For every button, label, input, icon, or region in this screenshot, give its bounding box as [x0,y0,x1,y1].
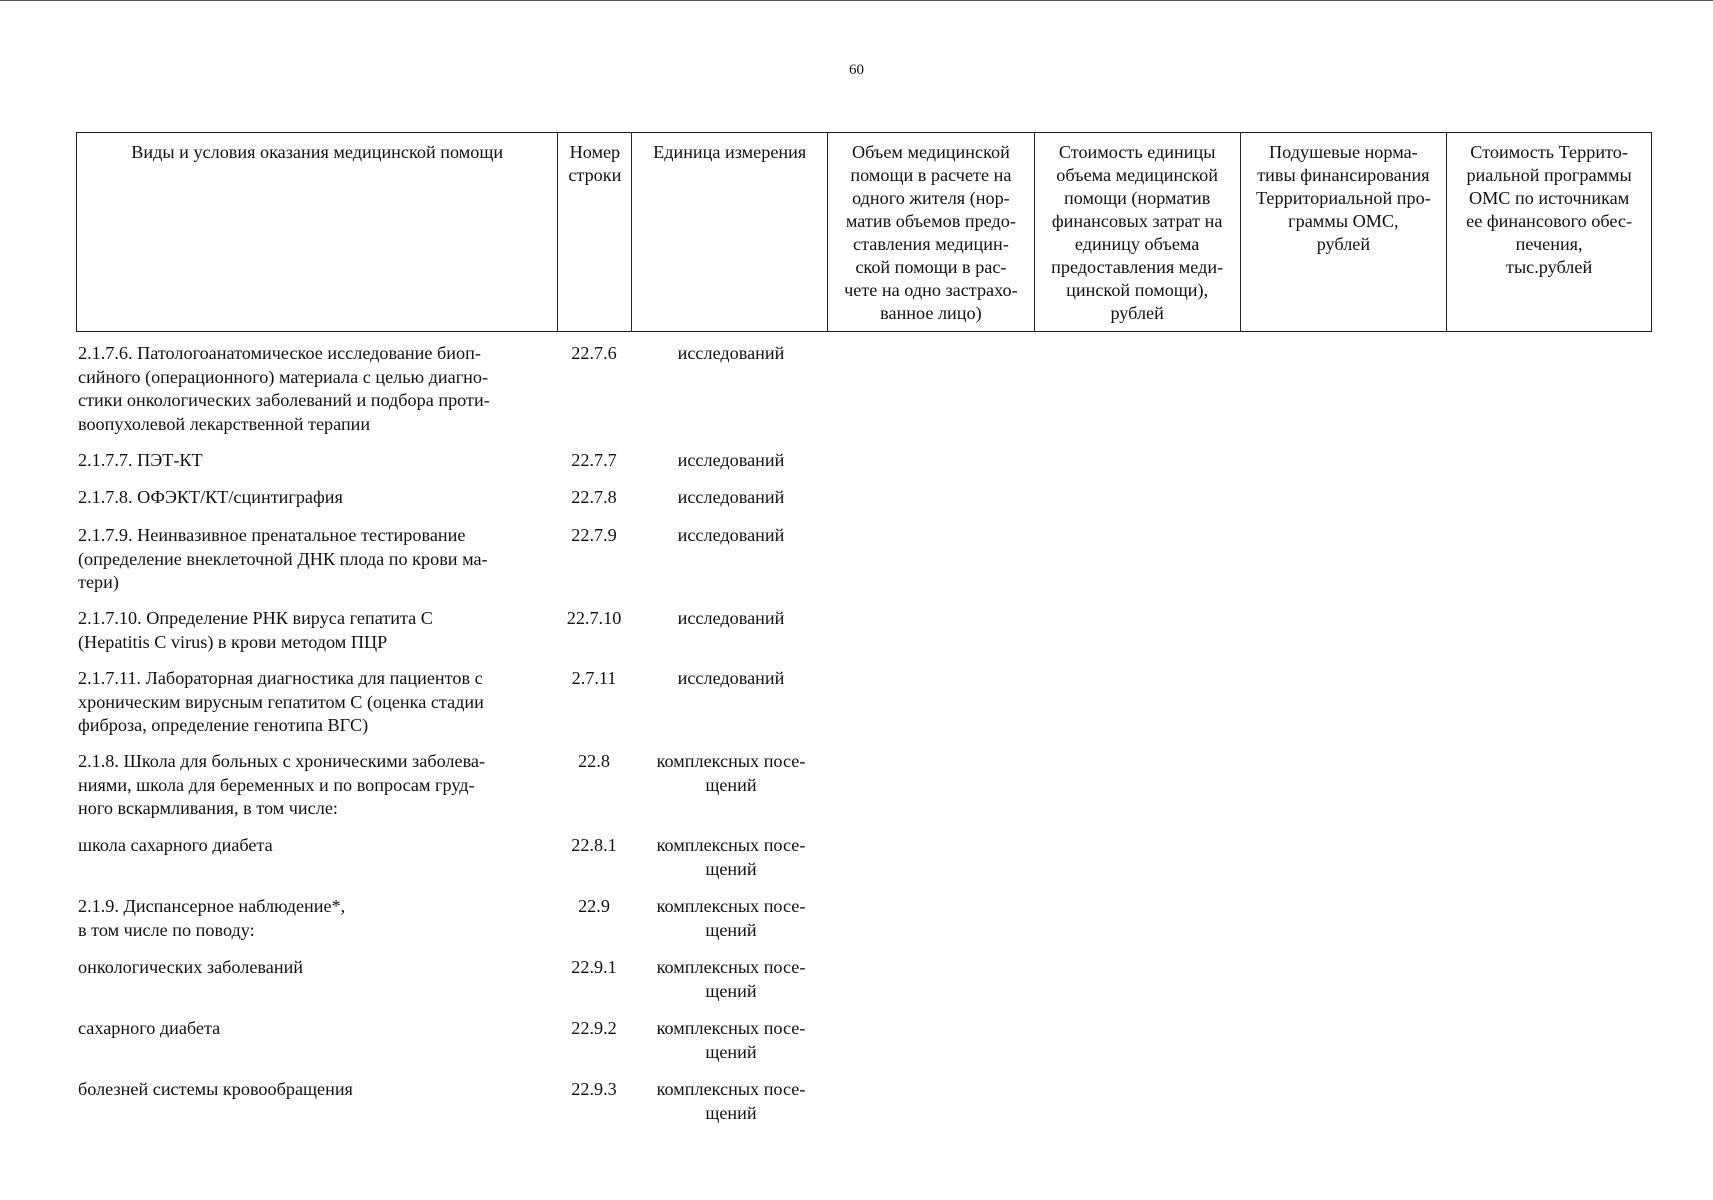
row-number: 22.7.8 [571,487,617,507]
page-number: 60 [849,62,864,78]
header-unit: Единица измерения [632,133,828,331]
row-number: 22.7.9 [571,525,617,545]
row-label: 2.1.7.6. Патологоанатомическое исследование биоп- сийного (операционного) материала с целью диагно- стики онкологических заболеваний и подбора проти- воопухолевой лекарственной терапии [78,343,490,434]
row-unit: исследований [677,450,785,470]
row-number: 22.9.1 [571,957,617,977]
row-unit: исследований [677,343,785,363]
row-label: 2.1.7.7. ПЭТ-КТ [78,450,203,470]
row-number: 22.7.7 [571,450,617,470]
row-number: 22.8 [578,751,610,771]
row-label: сахарного диабета [78,1018,221,1038]
header-line-number: Номер строки [558,133,632,331]
top-border-line [0,0,1713,1]
row-unit: комплексных посе- щений [656,896,806,940]
row-label: 2.1.7.11. Лабораторная диагностика для пациентов с хроническим вирусным гепатитом С (оценка стадии фиброза, определение генотипа ВГС) [78,668,484,735]
row-unit: комплексных посе- щений [656,835,806,879]
row-number: 22.9.2 [571,1018,617,1038]
header-unit-cost: Стоимость единицы объема медицинской помощи (норматив финансовых затрат на единицу объема предоставления меди- цинской помощи), рублей [1035,133,1241,331]
row-number: 22.8.1 [571,835,617,855]
row-label: 2.1.7.9. Неинвазивное пренатальное тестирование (определение внеклеточной ДНК плода по крови ма- тери) [78,525,488,592]
row-label: 2.1.7.8. ОФЭКТ/КТ/сцинтиграфия [78,487,343,507]
row-unit: исследований [677,525,785,545]
row-unit: исследований [677,608,785,628]
row-number: 22.7.10 [566,608,622,628]
row-label: 2.1.8. Школа для больных с хроническими заболева- ниями, школа для беременных и по вопросам груд- ного вскармливания, в том числе: [78,751,486,818]
row-number: 22.7.6 [571,343,617,363]
table-header [76,132,1652,332]
header-types-conditions: Виды и условия оказания медицинской помощи [77,133,558,331]
row-label: болезней системы кровообращения [78,1079,353,1099]
header-volume: Объем медицинской помощи в расчете на одного жителя (нор- матив объемов предо- ставления медицин- ской помощи в рас- чете на одно застрахо- ванное лицо) [828,133,1035,331]
row-unit: комплексных посе- щений [656,1079,806,1123]
row-label: онкологических заболеваний [78,957,304,977]
row-number: 2.7.11 [571,668,617,688]
row-unit: исследований [677,668,785,688]
row-unit: исследований [677,487,785,507]
row-label: 2.1.9. Диспансерное наблюдение*, в том числе по поводу: [78,896,346,940]
row-unit: комплексных посе- щений [656,1018,806,1062]
row-unit: комплексных посе- щений [656,957,806,1001]
row-label: школа сахарного диабета [78,835,273,855]
header-program-cost: Стоимость Террито- риальной программы ОМС по источникам ее финансового обес- печения, тыс.рублей [1466,142,1633,277]
row-label: 2.1.7.10. Определение РНК вируса гепатита С (Hepatitis C virus) в крови методом ПЦР [78,608,433,652]
header-per-capita: Подушевые норма- тивы финансирования Территориальной про- граммы ОМС, рублей [1241,133,1448,331]
row-number: 22.9.3 [571,1079,617,1099]
row-unit: комплексных посе- щений [656,751,806,795]
row-number: 22.9 [578,896,610,916]
